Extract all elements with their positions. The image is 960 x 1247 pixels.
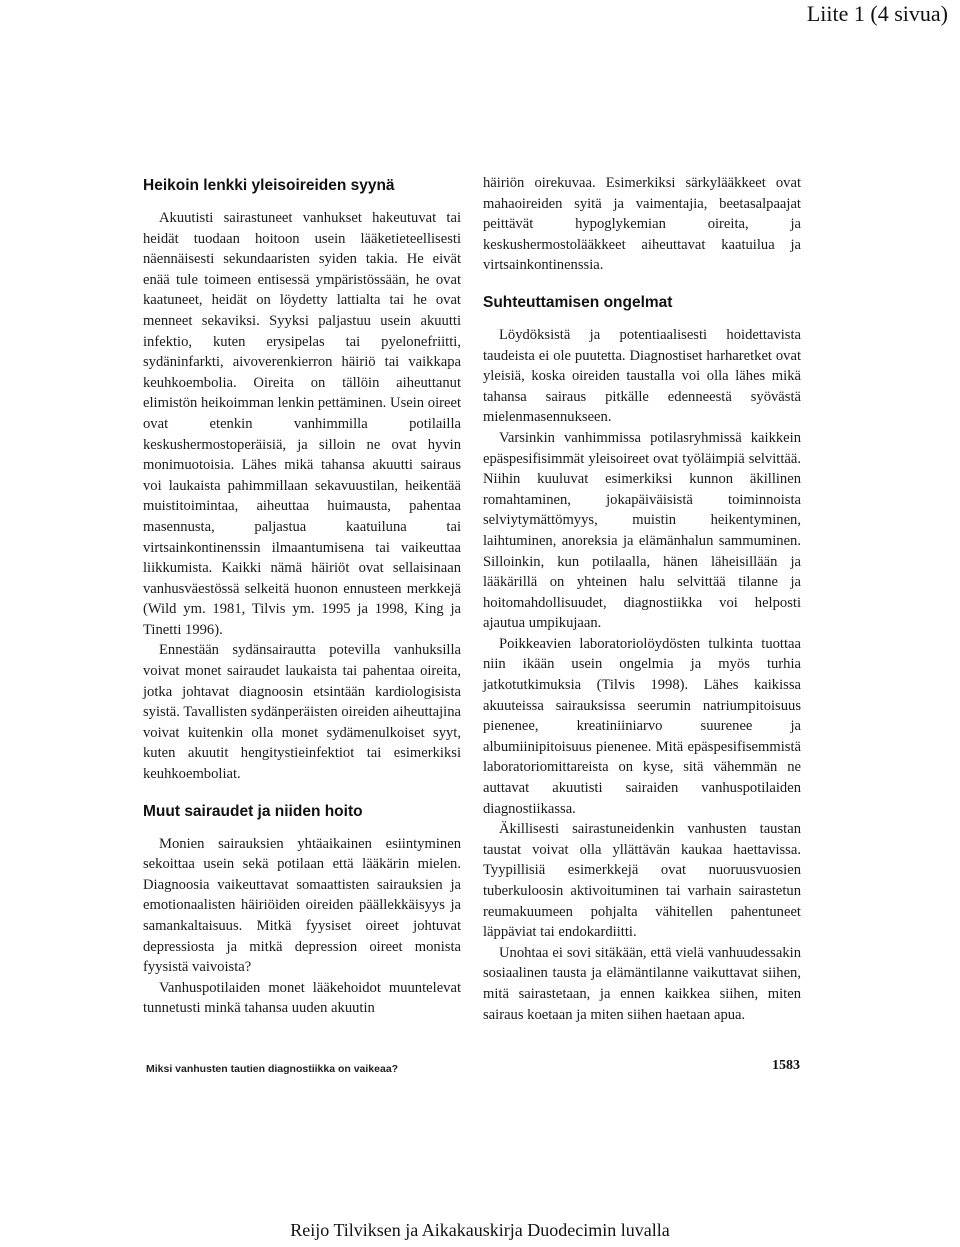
footer-caption: Miksi vanhusten tautien diagnostiikka on vaikeaa? [146, 1063, 399, 1075]
page-label: Liite 1 (4 sivua) [806, 1, 948, 26]
right-column [483, 173, 801, 1025]
paragraph: Akuutisti sairastuneet vanhukset hakeutuvat tai heidät tuodaan hoitoon usein lääketieteellisesti näennäisesti sekundaaristen syiden takia. He eivät enää tule toimeen entisessä ympäristössään, he ovat kaatuneet, heidät on löydetty lattialta tai he ovat menneet sekaviksi. Syyksi paljastuu usein akuutti infektio, kuten erysipelas tai pyelonefriitti, sydäninfarkti, aivoverenkierron häiriö tai vaikkapa keuhkoembolia. Oireita on tällöin aiheuttanut elimistön heikoimman lenkin pettäminen. Usein oireet ovat etenkin vanhimmilla potilailla keskushermostoperäisiä, ja silloin ne ovat hyvin monimuotoisia. Lähes mikä tahansa akuutti sairaus voi laukaista pahimmillaan sekavuustilan, heikentää muistitoimintaa, aiheuttaa huimausta, pahentaa masennusta, paljastua kaatuiluna tai virtsainkontinenssin ilmaantumisena tai vaikeuttaa liikkumista. Kaikki nämä häiriöt ovat sellaisinaan vanhusväestössä selkeitä huonon ennusteen merkkejä (Wild ym. 1981, Tilvis ym. 1995 ja 1998, King ja Tinetti 1996). [143, 210, 461, 638]
paragraph: Ennestään sydänsairautta potevilla vanhuksilla voivat monet sairaudet laukaista tai pahentaa oireita, jotka johtavat diagnoosin etsintään kardiologisista syistä. Tavallisten sydänperäisten oireiden aiheuttajina voivat kuitenkin olla monet sydämenulkoiset syyt, kuten akuutit hengitystieinfektiot tai esimerkiksi keuhkoemboliat. [143, 642, 461, 783]
left-column [143, 176, 461, 1019]
paragraph: Vanhuspotilaiden monet lääkehoidot muuntelevat tunnetusti minkä tahansa uuden akuutin [143, 979, 461, 1017]
paragraph-continuation: häiriön oirekuvaa. Esimerkiksi särkylääkkeet ovat mahaoireiden syitä ja vaimentajia, beetasalpaajat peittävät hypoglykemian oireita, ja keskushermostolääkkeet aiheuttavat kaatuilua ja virtsainkontinenssia. [483, 175, 801, 274]
section-heading-proportioning: Suhteuttamisen ongelmat [483, 293, 673, 311]
paragraph: Löydöksistä ja potentiaalisesti hoidettavista taudeista ei ole puutetta. Diagnostiset harharetket ovat yleisiä, koska oireiden taustalla voi olla lähes mikä tahansa sairaus pitkälle edenneestä syövästä mielenmasennukseen. [483, 326, 801, 426]
paragraph: Poikkeavien laboratoriolöydösten tulkinta tuottaa niin ikään usein ongelmia ja myös turhia jatkotutkimuksia (Tilvis 1998). Lähes kaikissa akuuteissa sairauksissa seerumin natriumpitoisuus pienenee, kreatiniiniarvo suurenee ja albumiinipitoisuus pienenee. Mitä epäspesifisemmistä laboratoriomittareista on kyse, sitä vähemmän ne auttavat akuutisti sairaiden vanhuspotilaiden diagnostiikassa. [483, 635, 801, 817]
page-number: 1583 [772, 1058, 800, 1073]
paragraph: Varsinkin vanhimmissa potilasryhmissä kaikkein epäspesifisimmät yleisoireet ovat työläimpiä selvittää. Niihin kuuluvat esimerkiksi kunnon äkillinen romahtaminen, jokapäiväisistä toiminnoista selviytymättömyys, muistin heikentyminen, laihtuminen, anoreksia ja elämänhalun sammuminen. Silloinkin, kun potilaalla, hänen läheisillään ja lääkärillä on yhteinen halu selvittää tilanne ja hoitomahdollisuudet, diagnostiikka voi helposti ajautua umpikujaan. [483, 429, 801, 632]
section-heading-other-diseases: Muut sairaudet ja niiden hoito [143, 802, 363, 820]
section-heading-weakest-link: Heikoin lenkki yleisoireiden syynä [143, 177, 395, 194]
paragraph: Unohtaa ei sovi sitäkään, että vielä vanhuudessakin sosiaalinen tausta ja elämäntilanne vaikuttavat siihen, mitä sairastetaan, ja ennen kaikkea siihen, miten sairaus koetaan ja miten siihen haetaan apua. [483, 944, 801, 1023]
paragraph: Äkillisesti sairastuneidenkin vanhusten taustan taustat voivat olla yllättävän kaukaa haettavissa. Tyypillisiä esimerkkejä ovat nuoruusvuosien tuberkuloosin aktivoituminen tai varhain sairastetun reumakuumeen pohjalta vähitellen pahentuneet läppäviat tai endokardiitti. [483, 821, 801, 941]
paragraph: Monien sairauksien yhtäaikainen esiintyminen sekoittaa usein sekä potilaan että lääkärin mielen. Diagnoosia vaikeuttavat somaattisten sairauksien ja emotionaalisten häiriöiden oireiden päällekkäisyys ja samankaltaisuus. Mitkä fyysiset oireet johtuvat depressiosta ja mitkä depression oireet monista fyysistä vaivoista? [143, 835, 461, 976]
permission-credit: Reijo Tilviksen ja Aikakauskirja Duodecimin luvalla [290, 1220, 670, 1240]
